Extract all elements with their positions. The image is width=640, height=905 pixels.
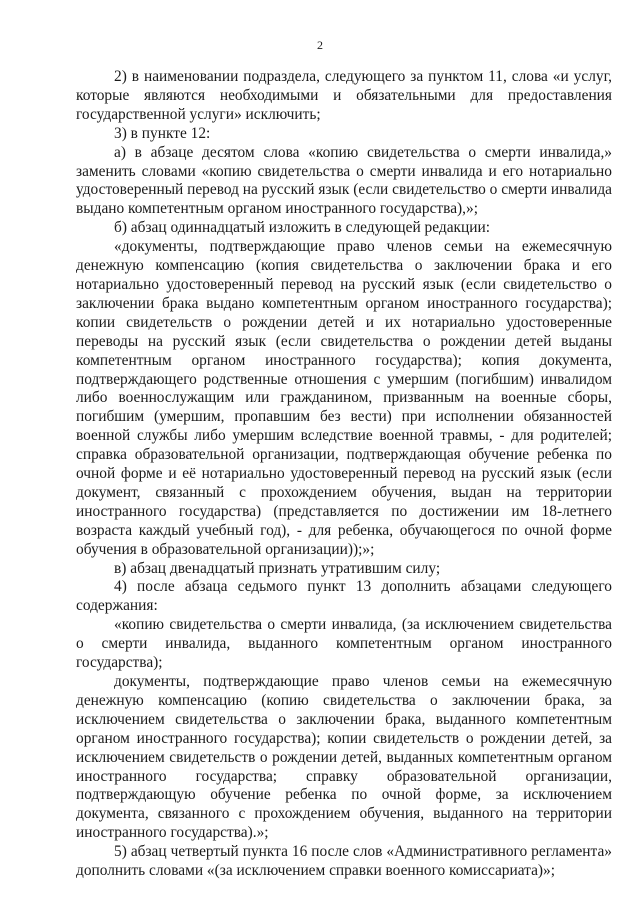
document-body xyxy=(76,68,612,881)
paragraph-item-5: 5) абзац четвертый пункта 16 после слов «Административного регламента» дополнить словами «(за исключением справки военного комиссариата)»; xyxy=(76,843,612,880)
paragraph-subitem-v: в) абзац двенадцатый признать утратившим силу; xyxy=(114,559,441,577)
paragraph-quoted-documents: «документы, подтверждающие право членов семьи на ежемесячную денежную компенсацию (копия свидетельства о заключении брака и его нотариально удостоверенный перевод на русский язык (если свидетельство о заключении брака выдано компетентным органом иностранного государства); копии свидетельств о рождении детей и их нотариально удостоверенные переводы на русский язык (если свидетельства о рождении детей выданы компетентным органом иностранного государства); копия документа, подтверждающего родственные отношения с умершим (погибшим) инвалидом либо военнослужащим или гражданином, призванным на военные сборы, погибшим (умершим, пропавшим без вести) при исполнении обязанностей военной службы либо умершим вследствие военной травмы, - для родителей; справка образовательной организации, подтверждающая обучение ребенка по очной форме и её нотариально удостоверенный перевод на русский язык (если документ, связанный с прохождением обучения, выдан на территории иностранного государства) (представляется по достижении им 18-летнего возраста каждый учебный год), - для ребенка, обучающегося по очной форме обучения в образовательной организации));»; xyxy=(76,238,612,558)
paragraph-item-3: 3) в пункте 12: xyxy=(114,124,211,142)
paragraph-subitem-a: а) в абзаце десятом слова «копию свидетельства о смерти инвалида,» заменить словами «копию свидетельства о смерти инвалида и его нотариально удостоверенный перевод на русский язык (если свидетельство о смерти инвалида выдано компетентным органом иностранного государства),»; xyxy=(76,143,612,218)
paragraph-item-4: 4) после абзаца седьмого пункт 13 дополнить абзацами следующего содержания: xyxy=(76,578,612,615)
paragraph-subitem-b: б) абзац одиннадцатый изложить в следующей редакции: xyxy=(114,219,490,237)
page-number: 2 xyxy=(317,38,323,52)
paragraph-item-2: 2) в наименовании подраздела, следующего за пунктом 11, слова «и услуг, которые являются необходимыми и обязательными для предоставления государственной услуги» исключить; xyxy=(76,68,612,123)
paragraph-quoted-family-documents: документы, подтверждающие право членов семьи на ежемесячную денежную компенсацию (копию свидетельства о заключении брака, за исключением свидетельства о заключении брака, выданного компетентным органом иностранного государства); копии свидетельств о рождении детей, за исключением свидетельств о рождении детей, выданных компетентным органом иностранного государства; справку образовательной организации, подтверждающую обучение ребенка по очной форме, за исключением документа, связанного с прохождением обучения, выданного на территории иностранного государства).»; xyxy=(76,673,612,842)
paragraph-quoted-death-certificate: «копию свидетельства о смерти инвалида, (за исключением свидетельства о смерти инвалида, выданного компетентным органом иностранного государства); xyxy=(76,616,612,672)
